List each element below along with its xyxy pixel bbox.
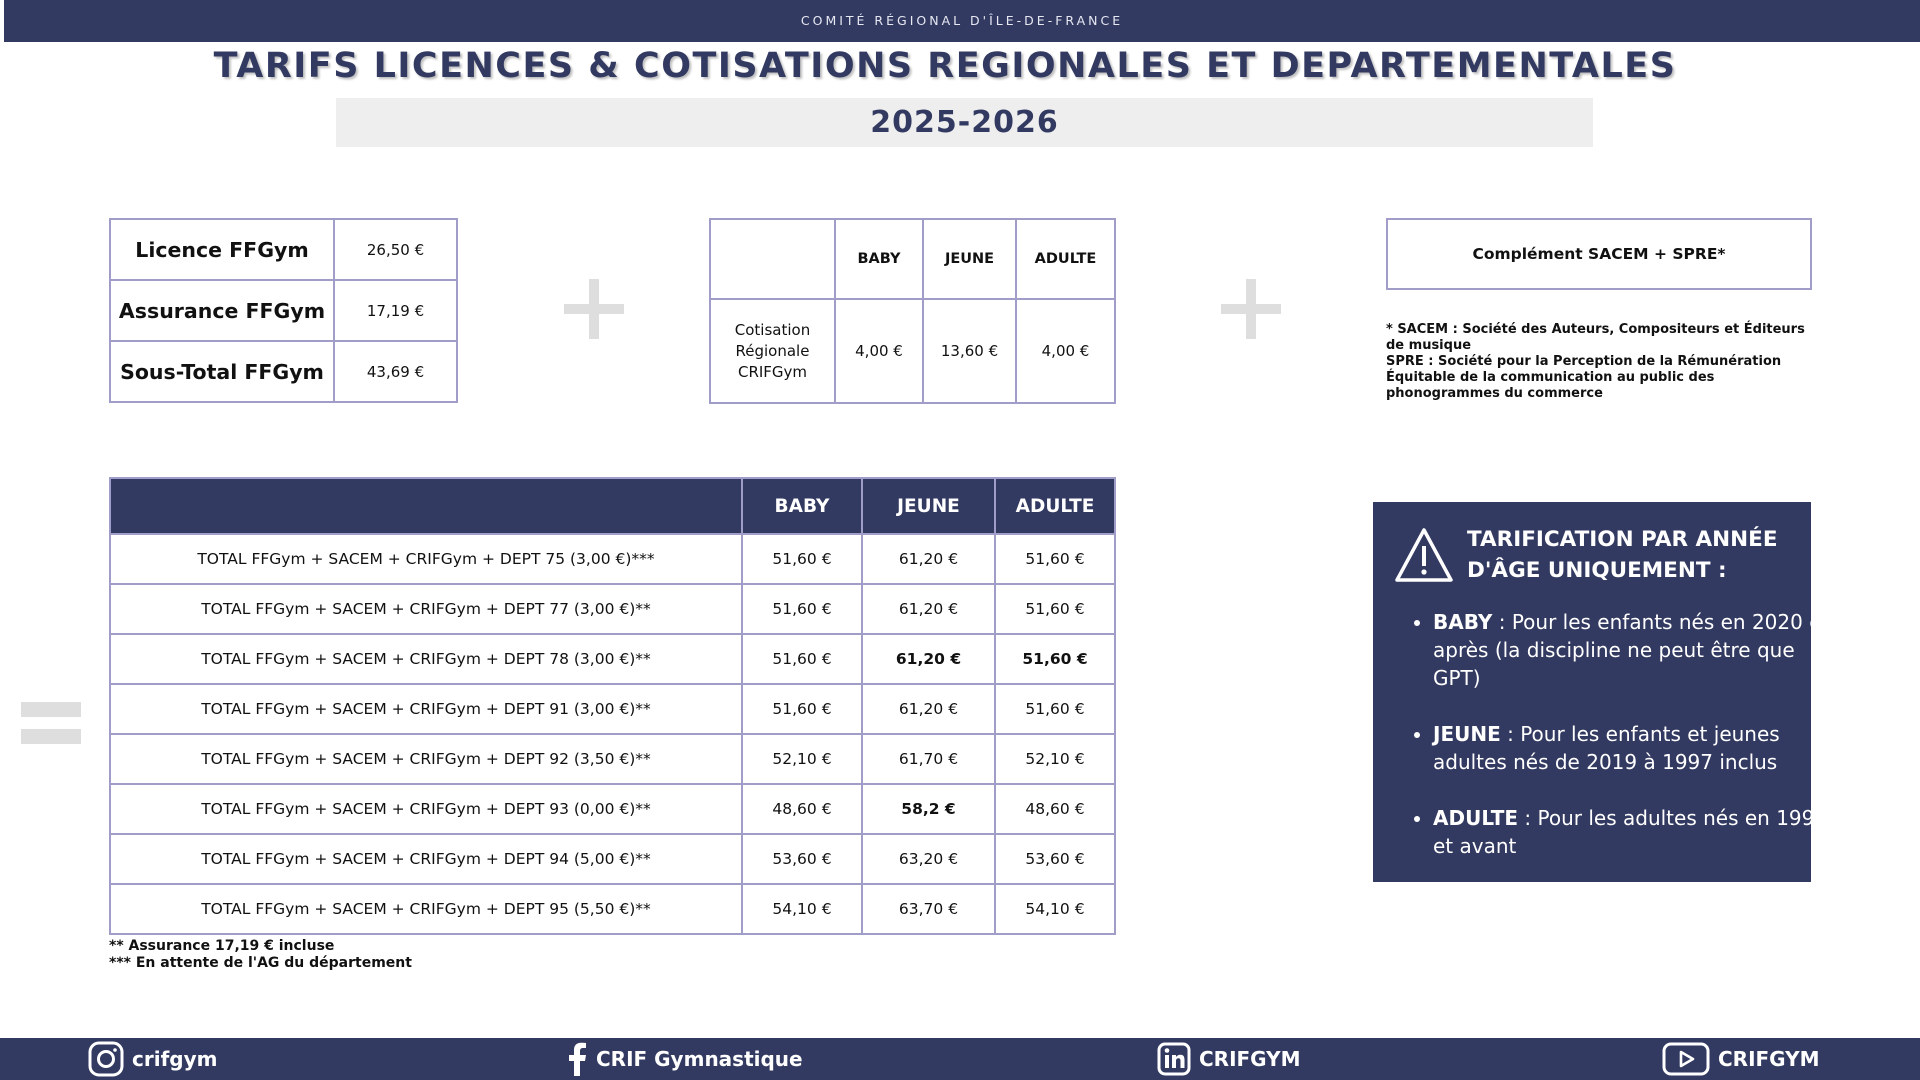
facebook-link[interactable]: [566, 1038, 803, 1080]
plus-icon: [1221, 279, 1281, 339]
cell-jeune: 63,20 €: [862, 834, 995, 884]
cell-baby: 51,60 €: [742, 684, 862, 734]
cell-jeune: 61,70 €: [862, 734, 995, 784]
row-label: TOTAL FFGym + SACEM + CRIFGym + DEPT 95 (5,50 €)**: [110, 884, 742, 934]
total-table: [109, 477, 1116, 935]
row-label: Licence FFGym: [110, 219, 334, 280]
sacem-label: Complément SACEM + SPRE*: [1472, 245, 1726, 263]
row-value: 17,19 €: [334, 280, 457, 341]
row-label: Assurance FFGym: [110, 280, 334, 341]
table-row: [110, 341, 457, 402]
row-label: TOTAL FFGym + SACEM + CRIFGym + DEPT 94 (5,00 €)**: [110, 834, 742, 884]
cell-jeune: 61,20 €: [862, 634, 995, 684]
row-label: TOTAL FFGym + SACEM + CRIFGym + DEPT 91 (3,00 €)**: [110, 684, 742, 734]
row-label: TOTAL FFGym + SACEM + CRIFGym + DEPT 92 (3,50 €)**: [110, 734, 742, 784]
spre-note-line: SPRE : Société pour la Perception de la Rémunération Équitable de la communication au public des phonogrammes du commerce: [1386, 354, 1782, 401]
table-row: [110, 634, 1115, 684]
header-cell: ADULTE: [995, 478, 1115, 534]
ffgym-table: [109, 218, 458, 403]
cell-jeune: 58,2 €: [862, 784, 995, 834]
instagram-handle: crifgym: [132, 1047, 218, 1071]
header-cell: JEUNE: [862, 478, 995, 534]
age-text: : Pour les enfants et jeunes adultes nés de 2019 à 1997 inclus: [1433, 722, 1780, 774]
top-banner: [4, 0, 1920, 42]
table-header-row: [110, 478, 1115, 534]
footnotes: [109, 938, 412, 972]
cell-adulte: 51,60 €: [995, 684, 1115, 734]
youtube-link[interactable]: [1662, 1038, 1820, 1080]
age-term: JEUNE: [1433, 722, 1501, 746]
warning-icon: [1393, 526, 1455, 584]
linkedin-handle: CRIFGYM: [1199, 1047, 1301, 1071]
list-item: [1433, 608, 1833, 692]
row-value: 43,69 €: [334, 341, 457, 402]
sacem-note: [1386, 322, 1806, 402]
plus-icon: [564, 279, 624, 339]
cell-adulte: 4,00 €: [1016, 299, 1115, 403]
age-term: BABY: [1433, 610, 1493, 634]
table-row: [110, 884, 1115, 934]
cell-baby: 51,60 €: [742, 584, 862, 634]
table-row: [110, 784, 1115, 834]
header-cell: BABY: [835, 219, 923, 299]
facebook-icon: [566, 1042, 588, 1076]
cell-baby: 51,60 €: [742, 534, 862, 584]
cell-jeune: 61,20 €: [862, 684, 995, 734]
table-row: [110, 684, 1115, 734]
header-cell: ADULTE: [1016, 219, 1115, 299]
instagram-icon: [88, 1041, 124, 1077]
cell-adulte: 52,10 €: [995, 734, 1115, 784]
cell-baby: 48,60 €: [742, 784, 862, 834]
age-list: [1395, 608, 1833, 888]
crif-table: [709, 218, 1116, 404]
cell-adulte: 48,60 €: [995, 784, 1115, 834]
row-label: TOTAL FFGym + SACEM + CRIFGym + DEPT 93 (0,00 €)**: [110, 784, 742, 834]
cell-jeune: 61,20 €: [862, 584, 995, 634]
cell-baby: 51,60 €: [742, 634, 862, 684]
header-cell: BABY: [742, 478, 862, 534]
row-label: TOTAL FFGym + SACEM + CRIFGym + DEPT 77 (3,00 €)**: [110, 584, 742, 634]
season-band: [336, 98, 1593, 147]
cell-adulte: 53,60 €: [995, 834, 1115, 884]
cell-adulte: 51,60 €: [995, 634, 1115, 684]
age-box-title: TARIFICATION PAR ANNÉE D'ÂGE UNIQUEMENT :: [1467, 527, 1778, 583]
cell-baby: 53,60 €: [742, 834, 862, 884]
page-title: TARIFS LICENCES & COTISATIONS REGIONALES ET DEPARTEMENTALES: [213, 46, 1677, 86]
footnote-ag: *** En attente de l'AG du département: [109, 955, 412, 971]
header-cell: JEUNE: [923, 219, 1016, 299]
cell-jeune: 61,20 €: [862, 534, 995, 584]
table-row: [110, 534, 1115, 584]
youtube-icon: [1662, 1042, 1710, 1076]
cell-baby: 4,00 €: [835, 299, 923, 403]
equals-icon: [21, 702, 81, 744]
age-pricing-box: [1373, 502, 1830, 882]
row-value: 26,50 €: [334, 219, 457, 280]
season-label: 2025-2026: [870, 105, 1059, 140]
row-label: Cotisation Régionale CRIFGym: [710, 299, 835, 403]
table-row: [110, 584, 1115, 634]
cell-adulte: 51,60 €: [995, 584, 1115, 634]
facebook-handle: CRIF Gymnastique: [596, 1047, 803, 1071]
sacem-box: [1386, 218, 1812, 290]
cell-baby: 54,10 €: [742, 884, 862, 934]
cell-jeune: 13,60 €: [923, 299, 1016, 403]
row-label: TOTAL FFGym + SACEM + CRIFGym + DEPT 75 (3,00 €)***: [110, 534, 742, 584]
age-text: : Pour les enfants nés en 2020 et après (la discipline ne peut être que GPT): [1433, 610, 1830, 690]
age-term: ADULTE: [1433, 806, 1519, 830]
cell-jeune: 63,70 €: [862, 884, 995, 934]
row-label: Sous-Total FFGym: [110, 341, 334, 402]
list-item: [1433, 804, 1833, 860]
header-cell: [110, 478, 742, 534]
row-label: TOTAL FFGym + SACEM + CRIFGym + DEPT 78 (3,00 €)**: [110, 634, 742, 684]
footnote-insurance: ** Assurance 17,19 € incluse: [109, 938, 335, 954]
instagram-link[interactable]: [88, 1038, 217, 1080]
sacem-note-line: * SACEM : Société des Auteurs, Compositeurs et Éditeurs de musique: [1386, 322, 1805, 353]
table-row: [110, 280, 457, 341]
cell-adulte: 51,60 €: [995, 534, 1115, 584]
table-row: [710, 299, 1115, 403]
table-row: [110, 219, 457, 280]
cell-adulte: 54,10 €: [995, 884, 1115, 934]
table-row: [110, 834, 1115, 884]
linkedin-link[interactable]: [1157, 1038, 1301, 1080]
table-header-row: [710, 219, 1115, 299]
linkedin-icon: [1157, 1042, 1191, 1076]
header-cell: [710, 219, 835, 299]
youtube-handle: CRIFGYM: [1718, 1047, 1820, 1071]
footer-bar: [0, 1038, 1920, 1080]
org-name: COMITÉ RÉGIONAL D'ÎLE-DE-FRANCE: [800, 13, 1124, 28]
list-item: [1433, 720, 1833, 776]
cell-baby: 52,10 €: [742, 734, 862, 784]
age-text: : Pour les adultes nés en 1996 et avant: [1433, 806, 1828, 858]
table-row: [110, 734, 1115, 784]
